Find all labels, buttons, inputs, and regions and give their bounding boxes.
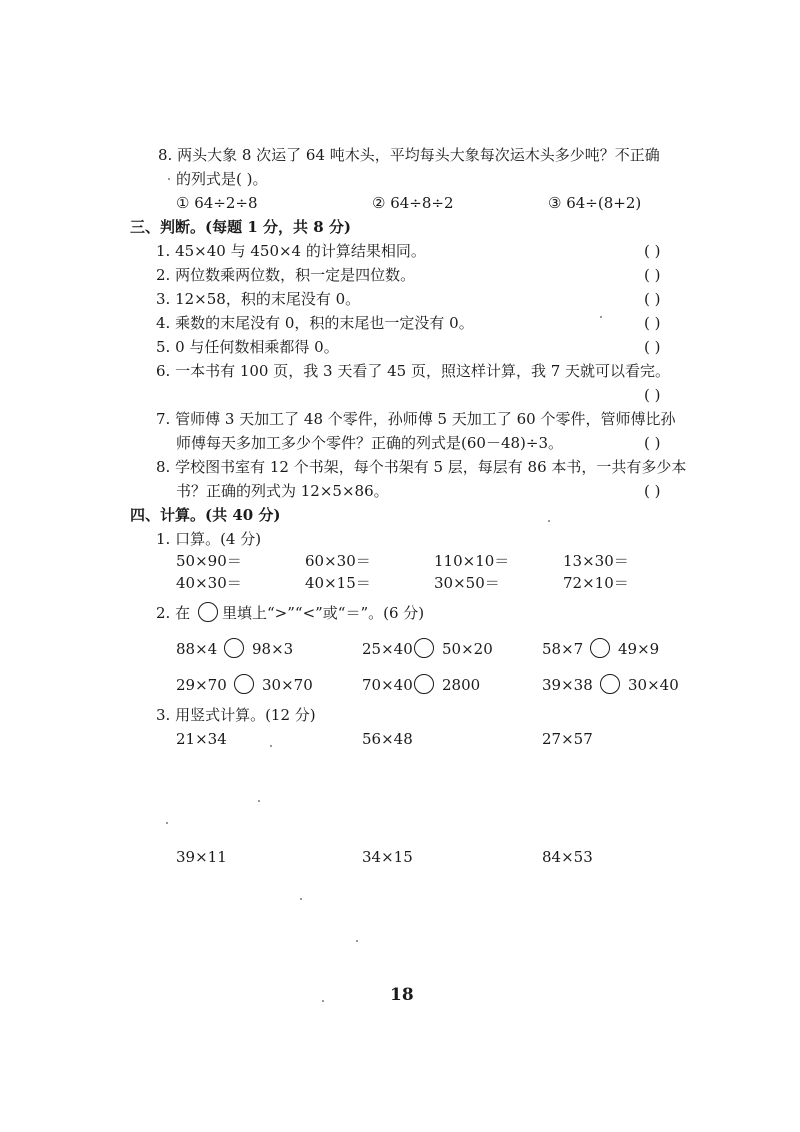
oral-calc-r2c2: 40×15＝ — [305, 574, 371, 592]
vertical-calc-r2c1: 39×11 — [176, 848, 227, 866]
scan-speck — [258, 800, 260, 802]
compare-r2c3-right: 30×40 — [628, 676, 679, 694]
compare-r1c3-circle[interactable] — [590, 638, 610, 658]
scan-speck — [168, 178, 170, 180]
compare-r2c1-circle[interactable] — [234, 674, 254, 694]
judge-item-5: 5. 0 与任何数相乘都得 0。 — [156, 338, 339, 356]
scan-speck — [548, 520, 550, 522]
judge-paren-6: ( ) — [644, 386, 661, 404]
judge-item-7: 7. 管师傅 3 天加工了 48 个零件，孙师傅 5 天加工了 60 个零件，管师傅比孙 — [156, 410, 676, 428]
oral-calc-r1c2: 60×30＝ — [305, 552, 371, 570]
compare-r1c1-left: 88×4 — [176, 640, 218, 658]
compare-r2c2-circle[interactable] — [414, 674, 434, 694]
compare-r1c2-right: 50×20 — [442, 640, 493, 658]
q8-option-2: ② 64÷8÷2 — [372, 194, 454, 212]
oral-calc-r1c4: 13×30＝ — [563, 552, 629, 570]
vertical-calc-r2c3: 84×53 — [542, 848, 593, 866]
judge-paren-3: ( ) — [644, 290, 661, 308]
compare-r2c3-left: 39×38 — [542, 676, 593, 694]
q8-line2: 的列式是( )。 — [176, 170, 268, 188]
oral-calc-r2c1: 40×30＝ — [176, 574, 242, 592]
judge-item-6: 6. 一本书有 100 页，我 3 天看了 45 页，照这样计算，我 7 天就可以看完。 — [156, 362, 671, 380]
compare-r2c2-right: 2800 — [442, 676, 481, 694]
compare-r2c3-circle[interactable] — [600, 674, 620, 694]
judge-item-4: 4. 乘数的末尾没有 0，积的末尾也一定没有 0。 — [156, 314, 474, 332]
scan-speck — [600, 316, 602, 318]
section-3-title: 三、判断。(每题 1 分，共 8 分) — [130, 218, 351, 236]
q8-option-1: ① 64÷2÷8 — [176, 194, 258, 212]
q8-line1: 8. 两头大象 8 次运了 64 吨木头，平均每头大象每次运木头多少吨？不正确 — [158, 146, 660, 164]
compare-title-b: 里填上“>”“<”或“＝”。(6 分) — [222, 604, 425, 622]
judge-item-8-line2: 书？正确的列式为 12×5×86。 — [176, 482, 389, 500]
judge-item-7-line2: 师傅每天多加工多少个零件？正确的列式是(60－48)÷3。 — [176, 434, 563, 452]
compare-title-a: 2. 在 — [156, 604, 191, 622]
vertical-calc-r1c2: 56×48 — [362, 730, 413, 748]
vertical-calc-r1c1: 21×34 — [176, 730, 227, 748]
scan-speck — [270, 745, 272, 747]
oral-calc-r1c3: 110×10＝ — [434, 552, 510, 570]
judge-item-1: 1. 45×40 与 450×4 的计算结果相同。 — [156, 242, 426, 260]
scan-speck — [322, 1000, 324, 1002]
judge-item-3: 3. 12×58，积的末尾没有 0。 — [156, 290, 361, 308]
oral-calc-title: 1. 口算。(4 分) — [156, 530, 262, 548]
compare-r2c1-left: 29×70 — [176, 676, 227, 694]
compare-r1c3-left: 58×7 — [542, 640, 584, 658]
vertical-calc-r1c3: 27×57 — [542, 730, 593, 748]
oral-calc-r2c3: 30×50＝ — [434, 574, 500, 592]
oral-calc-r1c1: 50×90＝ — [176, 552, 242, 570]
judge-paren-5: ( ) — [644, 338, 661, 356]
judge-paren-8: ( ) — [644, 482, 661, 500]
judge-item-8: 8. 学校图书室有 12 个书架，每个书架有 5 层，每层有 86 本书，一共有多少本 — [156, 458, 687, 476]
compare-r1c2-circle[interactable] — [414, 638, 434, 658]
scan-speck — [166, 822, 168, 824]
compare-r1c3-right: 49×9 — [618, 640, 660, 658]
oral-calc-r2c4: 72×10＝ — [563, 574, 629, 592]
vertical-calc-r2c2: 34×15 — [362, 848, 413, 866]
compare-r2c2-left: 70×40 — [362, 676, 413, 694]
scan-speck — [300, 898, 302, 900]
compare-r1c1-right: 98×3 — [252, 640, 294, 658]
compare-r2c1-right: 30×70 — [262, 676, 313, 694]
q8-option-3: ③ 64÷(8+2) — [548, 194, 642, 212]
judge-item-2: 2. 两位数乘两位数，积一定是四位数。 — [156, 266, 416, 284]
compare-r1c1-circle[interactable] — [224, 638, 244, 658]
section-4-title: 四、计算。(共 40 分) — [130, 506, 281, 524]
judge-paren-1: ( ) — [644, 242, 661, 260]
circle-symbol-icon — [198, 602, 218, 622]
scan-speck — [356, 940, 358, 942]
vertical-calc-title: 3. 用竖式计算。(12 分) — [156, 706, 316, 724]
compare-r1c2-left: 25×40 — [362, 640, 413, 658]
judge-paren-7: ( ) — [644, 434, 661, 452]
page-number: 18 — [390, 985, 414, 1005]
judge-paren-4: ( ) — [644, 314, 661, 332]
judge-paren-2: ( ) — [644, 266, 661, 284]
